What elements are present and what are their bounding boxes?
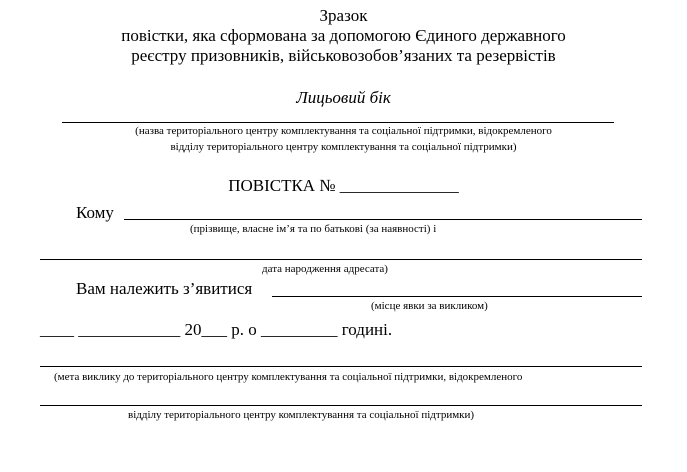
front-side-label: Лицьовий бік [296, 88, 391, 107]
purpose-caption-1: (мета виклику до територіального центру комплектування та соціальної підтримки, відокремленого [54, 371, 523, 383]
purpose-line-2 [40, 405, 642, 406]
date-time-line: ____ ____________ 20___ р. о _________ годині. [40, 320, 393, 339]
summons-title: ПОВІСТКА № ______________ [228, 176, 459, 195]
recipient-caption-2: дата народження адресата) [262, 263, 388, 275]
sample-label: Зразок [319, 6, 368, 25]
appear-place-line [272, 296, 642, 297]
center-caption-line-1: (назва територіального центру комплектування та соціальної підтримки, відокремленого [135, 125, 552, 137]
appear-caption: (місце явки за викликом) [371, 300, 488, 312]
recipient-label: Кому [76, 203, 114, 222]
recipient-caption-1: (прізвище, власне ім’я та по батькові (за наявності) і [190, 223, 437, 235]
recipient-birthdate-line [40, 259, 642, 260]
appear-label: Вам належить з’явитися [76, 279, 253, 298]
center-caption-line-2: відділу територіального центру комплектування та соціальної підтримки) [170, 141, 517, 153]
purpose-caption-2: відділу територіального центру комплектування та соціальної підтримки) [128, 409, 475, 421]
center-name-line [62, 122, 614, 123]
header-line-2: повістки, яка сформована за допомогою Єдиного державного [121, 26, 566, 45]
recipient-name-line [124, 219, 642, 220]
purpose-line [40, 366, 642, 367]
header-line-3: реєстру призовників, військовозобов’язаних та резервістів [131, 46, 556, 65]
